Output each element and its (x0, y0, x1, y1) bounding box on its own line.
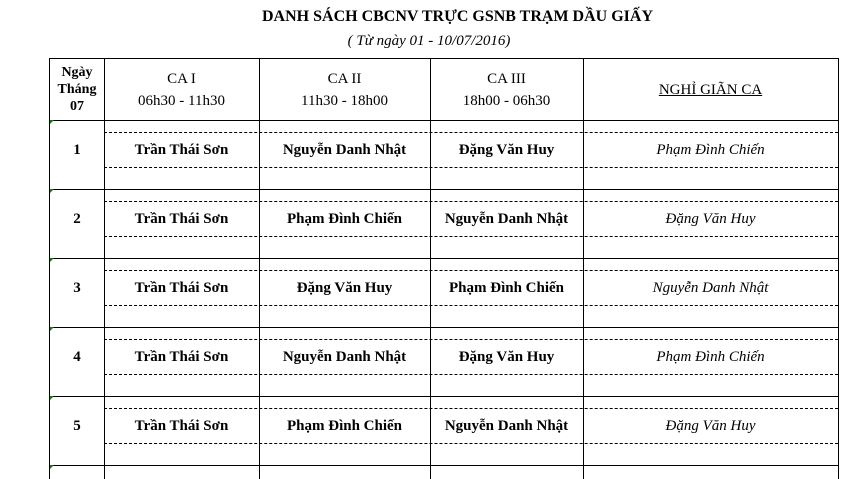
cell-comment-marker (50, 465, 54, 469)
header-ca1 (104, 59, 259, 120)
cell-comment-marker (50, 120, 54, 124)
ca1-cell: Trần Thái Sơn (134, 210, 229, 227)
ca1-cell: Trần Thái Sơn (134, 279, 229, 296)
row-divider (50, 189, 838, 190)
cell-comment-marker (50, 258, 54, 262)
ca3-cell: Nguyễn Danh Nhật (444, 210, 569, 227)
dashed-line (104, 374, 838, 375)
header-shift-name: CA III (487, 70, 526, 87)
cell-comment-marker (50, 396, 54, 400)
row-divider (50, 327, 838, 328)
off-cell: Đặng Văn Huy (665, 210, 756, 227)
ca2-cell: Phạm Đình Chiến (286, 417, 403, 434)
ca3-cell: Phạm Đình Chiến (448, 279, 565, 296)
row-divider (50, 465, 838, 466)
off-cell: Đặng Văn Huy (665, 417, 756, 434)
dashed-line (104, 443, 838, 444)
day-cell: 3 (73, 279, 81, 296)
row-divider (50, 258, 838, 259)
ca3-cell: Nguyễn Danh Nhật (444, 417, 569, 434)
ca3-cell: Đặng Văn Huy (458, 348, 555, 365)
off-cell: Nguyễn Danh Nhật (652, 279, 769, 296)
row-divider (50, 120, 838, 121)
header-month-label: Tháng (57, 82, 97, 97)
ca1-cell: Trần Thái Sơn (134, 141, 229, 158)
dashed-line (104, 236, 838, 237)
header-ca3 (430, 59, 583, 120)
ca2-cell: Phạm Đình Chiến (286, 210, 403, 227)
row-divider (50, 396, 838, 397)
day-cell: 5 (73, 417, 81, 434)
header-ca2 (259, 59, 430, 120)
header-shift-time: 11h30 - 18h00 (301, 92, 388, 109)
off-cell: Phạm Đình Chiến (656, 141, 765, 158)
header-day-label: Ngày (61, 65, 93, 80)
header-shift-name: CA I (167, 70, 196, 87)
day-cell: 4 (73, 348, 81, 365)
ca1-cell: Trần Thái Sơn (134, 348, 229, 365)
header-shift-name: CA II (327, 70, 362, 87)
header-shift-time: 18h00 - 06h30 (462, 92, 551, 109)
cell-comment-marker (50, 327, 54, 331)
header-shift-time: 06h30 - 11h30 (138, 92, 225, 109)
ca2-cell: Nguyễn Danh Nhật (282, 348, 407, 365)
day-cell: 1 (73, 141, 81, 158)
dashed-line (104, 305, 838, 306)
header-day-month (50, 59, 104, 120)
schedule-table (49, 58, 839, 479)
header-off-shift: NGHỈ GIÃN CA (658, 81, 763, 98)
ca3-cell: Đặng Văn Huy (458, 141, 555, 158)
ca2-cell: Nguyễn Danh Nhật (282, 141, 407, 158)
header-month-value: 07 (70, 99, 84, 114)
dashed-line (104, 167, 838, 168)
page-title: DANH SÁCH CBCNV TRỰC GSNB TRẠM DẦU GIẤY (262, 8, 653, 25)
off-cell: Phạm Đình Chiến (656, 348, 765, 365)
ca2-cell: Đặng Văn Huy (296, 279, 393, 296)
page-subtitle: ( Từ ngày 01 - 10/07/2016) (347, 33, 511, 49)
day-cell: 2 (73, 210, 81, 227)
ca1-cell: Trần Thái Sơn (134, 417, 229, 434)
cell-comment-marker (50, 189, 54, 193)
